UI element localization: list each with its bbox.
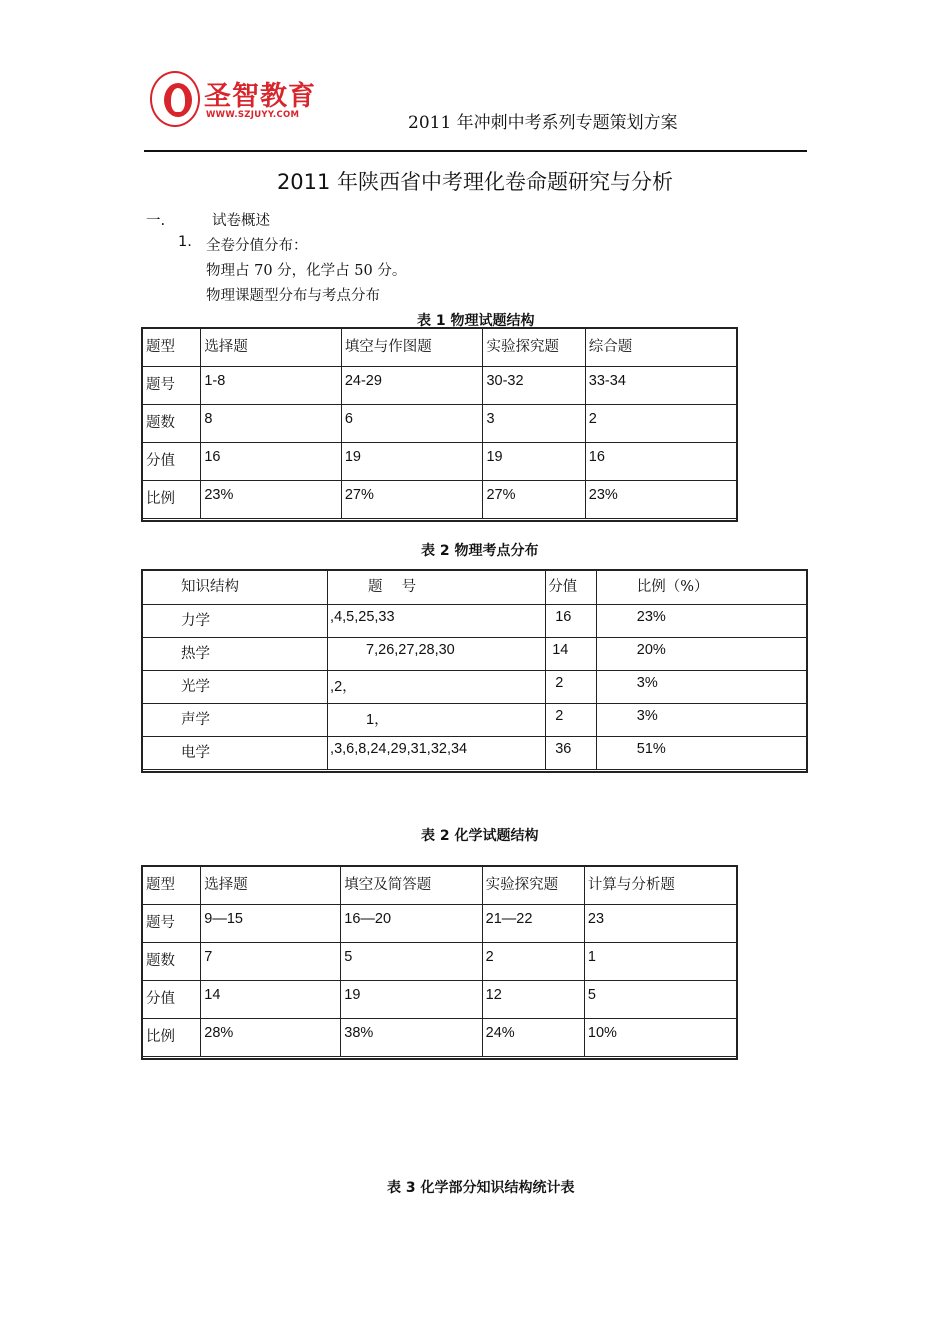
table-row	[143, 867, 737, 905]
table-cell: 光学	[143, 671, 328, 704]
table-cell: 比例	[143, 1019, 201, 1057]
table-cell: ,3,6,8,24,29,31,32,34	[328, 737, 546, 770]
series-title: 2011 年冲刺中考系列专题策划方案	[408, 113, 678, 133]
table-cell: 声学	[143, 704, 328, 737]
table-row	[143, 1019, 737, 1057]
table-row	[143, 638, 807, 671]
table-cell: 12	[482, 981, 584, 1019]
table2-caption: 表 2 物理考点分布	[421, 543, 539, 559]
logo	[146, 70, 316, 130]
table-cell: 3%	[596, 704, 806, 737]
table-header-cell: 比例（%）	[596, 571, 806, 605]
table-row	[143, 737, 807, 770]
table-cell: 36	[546, 737, 597, 770]
table-cell: 24%	[482, 1019, 584, 1057]
table-cell: 实验探究题	[482, 867, 584, 905]
table-header-cell: 分值	[546, 571, 597, 605]
table-row	[143, 443, 737, 481]
chemistry-structure-table	[142, 866, 737, 1057]
table-header-cell: 题 号	[328, 571, 546, 605]
table-cell: 2	[546, 671, 597, 704]
header-divider	[144, 150, 807, 152]
table-cell: 19	[341, 981, 482, 1019]
table-row	[143, 405, 737, 443]
table-header-cell: 知识结构	[143, 571, 328, 605]
table-cell: 题数	[143, 943, 201, 981]
table-cell: 分值	[143, 981, 201, 1019]
table-cell: 题号	[143, 367, 201, 405]
table-row	[143, 905, 737, 943]
table-cell: 14	[201, 981, 341, 1019]
table-cell: 3	[483, 405, 585, 443]
table4-caption: 表 3 化学部分知识结构统计表	[387, 1180, 575, 1196]
table-cell: 9—15	[201, 905, 341, 943]
table-cell: 2	[585, 405, 736, 443]
table-cell: 33-34	[585, 367, 736, 405]
table-cell: ,2，	[328, 671, 546, 704]
table-cell: 分值	[143, 443, 201, 481]
table-cell: 23%	[585, 481, 736, 519]
table-cell: 16	[201, 443, 341, 481]
table-cell: 5	[584, 981, 736, 1019]
table-cell: 27%	[341, 481, 483, 519]
table-cell: 综合题	[585, 329, 736, 367]
logo-emblem-icon	[150, 71, 200, 127]
table-cell: 热学	[143, 638, 328, 671]
table-cell: 题型	[143, 329, 201, 367]
table-cell: 电学	[143, 737, 328, 770]
table-cell: 3%	[596, 671, 806, 704]
table-row	[143, 605, 807, 638]
table-cell: 28%	[201, 1019, 341, 1057]
table-row	[143, 981, 737, 1019]
table-cell: 2	[482, 943, 584, 981]
table-cell: 填空与作图题	[341, 329, 483, 367]
table-cell: 1	[584, 943, 736, 981]
logo-url: WWW.SZJUYY.COM	[206, 110, 300, 120]
table-cell: ,4,5,25,33	[328, 605, 546, 638]
table-cell: 1，	[328, 704, 546, 737]
table-cell: 计算与分析题	[584, 867, 736, 905]
physics-topics-table	[142, 570, 807, 770]
table-cell: 填空及简答题	[341, 867, 482, 905]
table-cell: 实验探究题	[483, 329, 585, 367]
table-cell: 2	[546, 704, 597, 737]
table-row	[143, 367, 737, 405]
table-cell: 19	[341, 443, 483, 481]
table-cell: 题号	[143, 905, 201, 943]
table-row	[143, 704, 807, 737]
table-row	[143, 671, 807, 704]
table-cell: 14	[546, 638, 597, 671]
score-line: 物理占 70 分，化学占 50 分。	[206, 263, 407, 279]
item-number: 1.	[178, 234, 192, 250]
table-cell: 23%	[596, 605, 806, 638]
table-cell: 题数	[143, 405, 201, 443]
table-cell: 24-29	[341, 367, 483, 405]
table-cell: 16—20	[341, 905, 482, 943]
table-cell: 选择题	[201, 329, 341, 367]
document-title: 2011 年陕西省中考理化卷命题研究与分析	[276, 170, 674, 194]
distribution-line: 物理课题型分布与考点分布	[206, 288, 380, 304]
physics-structure-table	[142, 328, 737, 519]
table-cell: 16	[546, 605, 597, 638]
table-cell: 5	[341, 943, 482, 981]
table-cell: 38%	[341, 1019, 482, 1057]
table-cell: 比例	[143, 481, 201, 519]
table-cell: 6	[341, 405, 483, 443]
section-heading: 试卷概述	[212, 213, 270, 229]
table-cell: 23%	[201, 481, 341, 519]
section-number: 一.	[146, 213, 166, 229]
table-cell: 选择题	[201, 867, 341, 905]
table-row	[143, 943, 737, 981]
table-cell: 8	[201, 405, 341, 443]
table-header-row	[143, 571, 807, 605]
table-row	[143, 481, 737, 519]
table-row	[143, 329, 737, 367]
table-cell: 1-8	[201, 367, 341, 405]
table-cell: 7,26,27,28,30	[328, 638, 546, 671]
table-cell: 10%	[584, 1019, 736, 1057]
table-cell: 题型	[143, 867, 201, 905]
table1-caption: 表 1 物理试题结构	[417, 313, 535, 329]
table3-caption: 表 2 化学试题结构	[421, 828, 539, 844]
table-cell: 23	[584, 905, 736, 943]
table-cell: 30-32	[483, 367, 585, 405]
table-cell: 7	[201, 943, 341, 981]
table-cell: 19	[483, 443, 585, 481]
table-cell: 21—22	[482, 905, 584, 943]
logo-text: 圣智教育	[204, 81, 316, 112]
table-cell: 力学	[143, 605, 328, 638]
table-cell: 51%	[596, 737, 806, 770]
item-heading: 全卷分值分布：	[206, 238, 308, 254]
table-cell: 16	[585, 443, 736, 481]
table-cell: 20%	[596, 638, 806, 671]
table-cell: 27%	[483, 481, 585, 519]
